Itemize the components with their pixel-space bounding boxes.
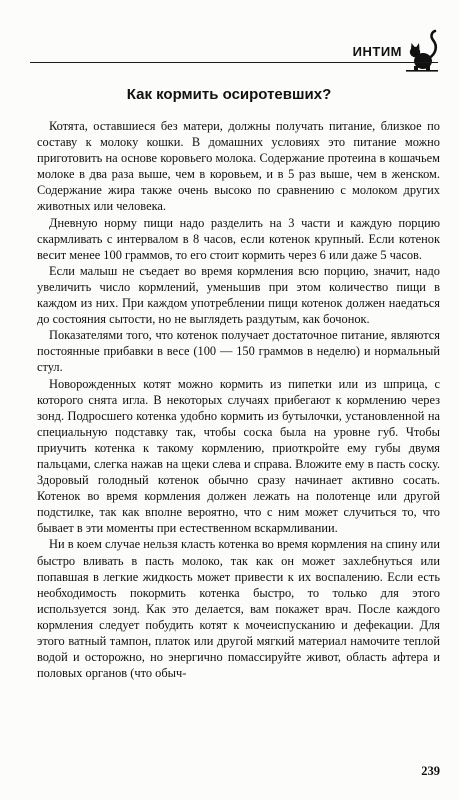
article-title: Как кормить осиротевших? [126, 86, 332, 103]
paragraph: Котята, оставшиеся без матери, должны получать питание, близкое по составу к молоку кошки. В домашних условиях это питание можно приготовить на основе коровьего молока. Содержание протеина в кошачьем молоке в два раза выше, чем в коровьем, и в 5 раз выше, чем в женском. Содержание жира также очень высоко по сравнению с молоком других животных или человека. [37, 119, 440, 214]
paragraph: Если малыш не съедает во время кормления всю порцию, значит, надо увеличить число кормлений, уменьшив при этом количество пищи в каждом из них. При каждом употреблении пищи котенок должен наедаться до состояния сытости, но не выглядеть раздутым, как бочонок. [37, 263, 440, 327]
header-rule [30, 62, 438, 63]
paragraph: Ни в коем случае нельзя класть котенка во время кормления на спину или быстро вливать в пасть молоко, так как он может захлебнуться или попавшая в легкие жидкость может привести к их воспалению. Если есть необходимость покормить котенка быстро, то только для этого используется зонд. Как это делается, вам покажет врач. После каждого кормления следует побудить котят к мочеиспусканию и дефекации. Для этого ватный тампон, платок или другой мягкий материал намочите теплой водой и осторожно, но энергично помассируйте живот, область афтера и половых органов (что обыч- [37, 537, 440, 681]
article-body [37, 118, 440, 681]
paragraph: Дневную норму пищи надо разделить на 3 части и каждую порцию скармливать с интервалом в 8 часов, если котенок крупный. Если котенок весит менее 100 граммов, то его стоит кормить через 6 или даже 5 часов. [37, 215, 440, 262]
section-label: ИНТИМ [352, 44, 402, 59]
page-number: 239 [421, 764, 440, 778]
cat-silhouette-icon [402, 28, 440, 72]
paragraph: Показателями того, что котенок получает достаточное питание, являются постоянные прибавки в весе (100 — 150 граммов в неделю) и нормальный стул. [37, 328, 440, 375]
paragraph: Новорожденных котят можно кормить из пипетки или из шприца, с которого снята игла. В некоторых случаях прибегают к кормлению через зонд. Подросшего котенка удобно кормить из бутылочки, установленной на специальную подставку так, чтобы соска была на уровне губ. Чтобы приучить котенка к такому кормлению, приоткройте ему губы двумя пальцами, слегка нажав на щеки слева и справа. Вложите ему в пасть соску. Здоровый голодный котенок обычно сразу начинает активно сосать. Котенок во время кормления должен лежать на полотенце или другой подстилке, так как вполне вероятно, что с ним может случиться то, что бывает в эти моменты при естественном вскармливании. [37, 376, 440, 536]
